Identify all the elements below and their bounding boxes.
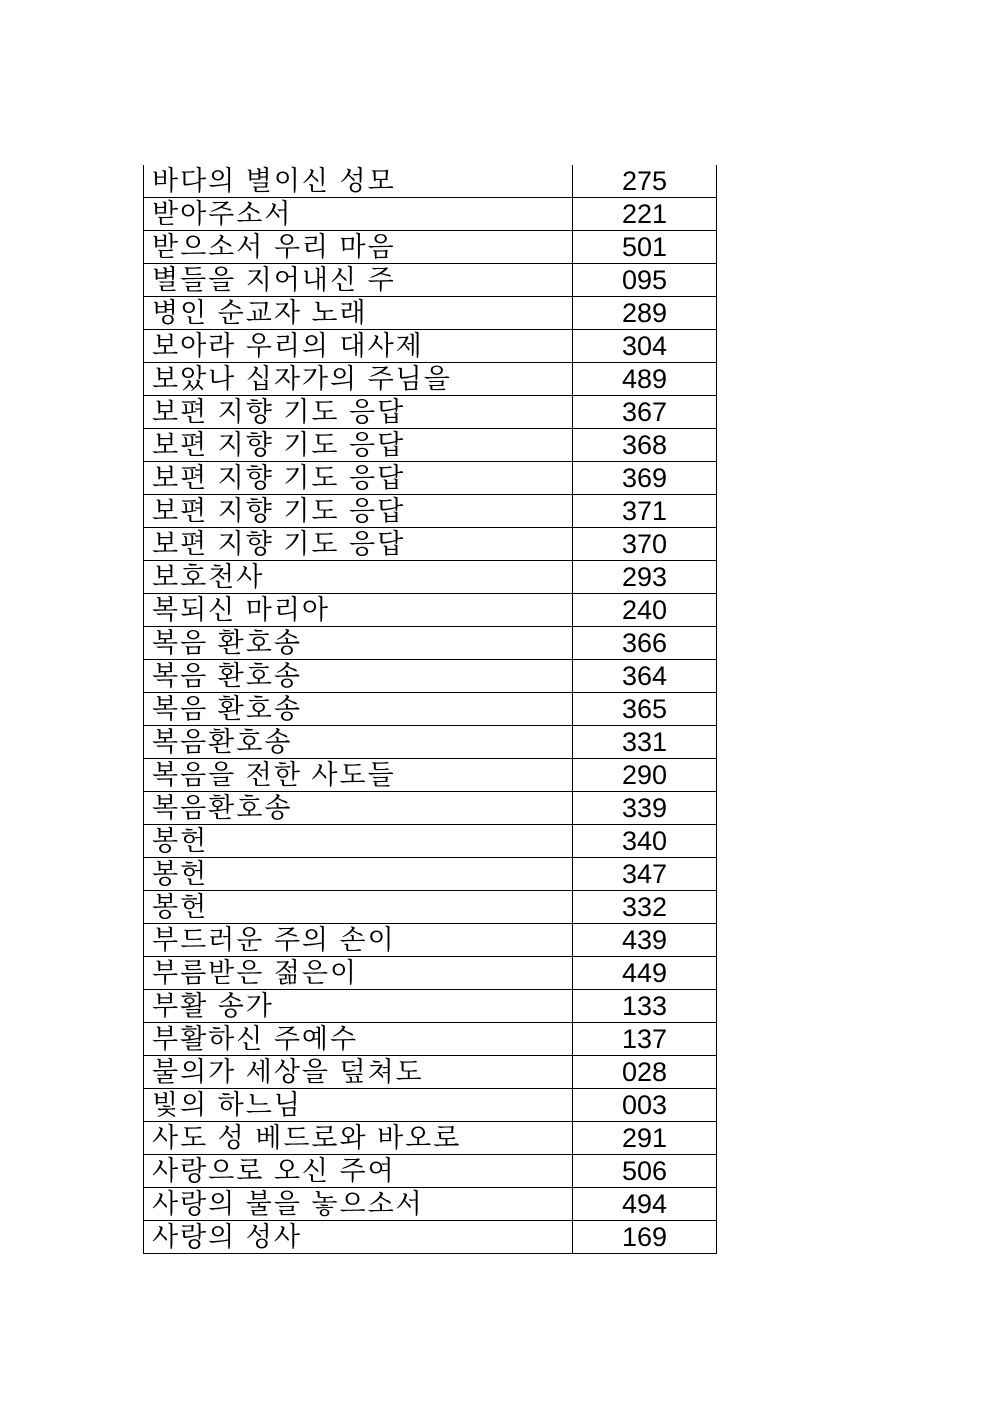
hymn-number-cell: 290 (573, 759, 717, 792)
hymn-number-cell: 137 (573, 1023, 717, 1056)
hymn-index-table (143, 165, 717, 1254)
table-row (144, 1155, 717, 1188)
hymn-title-cell: 복음 환호송 (144, 660, 573, 693)
hymn-title-cell: 복음 환호송 (144, 693, 573, 726)
hymn-title-cell: 보편 지향 기도 응답 (144, 495, 573, 528)
table-row (144, 264, 717, 297)
hymn-number-cell: 506 (573, 1155, 717, 1188)
table-row (144, 924, 717, 957)
table-row (144, 990, 717, 1023)
table-row (144, 1188, 717, 1221)
hymn-number-cell: 370 (573, 528, 717, 561)
hymn-number-cell: 365 (573, 693, 717, 726)
table-row (144, 858, 717, 891)
hymn-number-cell: 275 (573, 165, 717, 198)
hymn-title-cell: 부활 송가 (144, 990, 573, 1023)
hymn-title-cell: 복되신 마리아 (144, 594, 573, 627)
table-row (144, 297, 717, 330)
hymn-number-cell: 095 (573, 264, 717, 297)
table-row (144, 627, 717, 660)
hymn-number-cell: 494 (573, 1188, 717, 1221)
hymn-number-cell: 489 (573, 363, 717, 396)
hymn-title-cell: 바다의 별이신 성모 (144, 165, 573, 198)
table-row (144, 693, 717, 726)
hymn-title-cell: 복음을 전한 사도들 (144, 759, 573, 792)
hymn-title-cell: 보편 지향 기도 응답 (144, 429, 573, 462)
hymn-title-cell: 복음환호송 (144, 726, 573, 759)
hymn-title-cell: 부활하신 주예수 (144, 1023, 573, 1056)
hymn-number-cell: 366 (573, 627, 717, 660)
table-row (144, 660, 717, 693)
hymn-title-cell: 봉헌 (144, 858, 573, 891)
table-row (144, 594, 717, 627)
table-row (144, 1122, 717, 1155)
hymn-title-cell: 보편 지향 기도 응답 (144, 528, 573, 561)
table-row (144, 825, 717, 858)
hymn-number-cell: 133 (573, 990, 717, 1023)
table-row (144, 1221, 717, 1254)
hymn-title-cell: 불의가 세상을 덮쳐도 (144, 1056, 573, 1089)
hymn-number-cell: 367 (573, 396, 717, 429)
hymn-title-cell: 복음환호송 (144, 792, 573, 825)
table-row (144, 1056, 717, 1089)
hymn-number-cell: 347 (573, 858, 717, 891)
hymn-number-cell: 293 (573, 561, 717, 594)
hymn-number-cell: 364 (573, 660, 717, 693)
hymn-title-cell: 별들을 지어내신 주 (144, 264, 573, 297)
table-row (144, 330, 717, 363)
hymn-number-cell: 003 (573, 1089, 717, 1122)
table-row (144, 528, 717, 561)
hymn-number-cell: 439 (573, 924, 717, 957)
table-row (144, 396, 717, 429)
table-row (144, 759, 717, 792)
hymn-title-cell: 부드러운 주의 손이 (144, 924, 573, 957)
hymn-number-cell: 369 (573, 462, 717, 495)
hymn-title-cell: 받으소서 우리 마음 (144, 231, 573, 264)
hymn-number-cell: 221 (573, 198, 717, 231)
hymn-title-cell: 받아주소서 (144, 198, 573, 231)
hymn-number-cell: 331 (573, 726, 717, 759)
table-row (144, 363, 717, 396)
hymn-title-cell: 봉헌 (144, 825, 573, 858)
hymn-number-cell: 501 (573, 231, 717, 264)
table-row (144, 462, 717, 495)
hymn-title-cell: 부름받은 젊은이 (144, 957, 573, 990)
table-row (144, 792, 717, 825)
table-row (144, 1023, 717, 1056)
hymn-title-cell: 보호천사 (144, 561, 573, 594)
table-row (144, 198, 717, 231)
hymn-number-cell: 169 (573, 1221, 717, 1254)
hymn-number-cell: 291 (573, 1122, 717, 1155)
table-row (144, 561, 717, 594)
hymn-number-cell: 368 (573, 429, 717, 462)
hymn-title-cell: 사랑으로 오신 주여 (144, 1155, 573, 1188)
table-row (144, 891, 717, 924)
hymn-title-cell: 빛의 하느님 (144, 1089, 573, 1122)
hymn-title-cell: 복음 환호송 (144, 627, 573, 660)
hymn-number-cell: 449 (573, 957, 717, 990)
table-row (144, 165, 717, 198)
hymn-title-cell: 보았나 십자가의 주님을 (144, 363, 573, 396)
hymn-title-cell: 보편 지향 기도 응답 (144, 462, 573, 495)
hymn-title-cell: 사도 성 베드로와 바오로 (144, 1122, 573, 1155)
hymn-number-cell: 304 (573, 330, 717, 363)
hymn-title-cell: 보아라 우리의 대사제 (144, 330, 573, 363)
hymn-number-cell: 332 (573, 891, 717, 924)
hymn-number-cell: 340 (573, 825, 717, 858)
hymn-number-cell: 339 (573, 792, 717, 825)
table-row (144, 957, 717, 990)
hymn-title-cell: 보편 지향 기도 응답 (144, 396, 573, 429)
hymn-number-cell: 028 (573, 1056, 717, 1089)
table-row (144, 1089, 717, 1122)
table-row (144, 726, 717, 759)
table-row (144, 429, 717, 462)
hymn-title-cell: 봉헌 (144, 891, 573, 924)
table-row (144, 231, 717, 264)
hymn-title-cell: 사랑의 성사 (144, 1221, 573, 1254)
hymn-number-cell: 289 (573, 297, 717, 330)
hymn-number-cell: 371 (573, 495, 717, 528)
hymn-title-cell: 사랑의 불을 놓으소서 (144, 1188, 573, 1221)
hymn-title-cell: 병인 순교자 노래 (144, 297, 573, 330)
hymn-number-cell: 240 (573, 594, 717, 627)
table-row (144, 495, 717, 528)
